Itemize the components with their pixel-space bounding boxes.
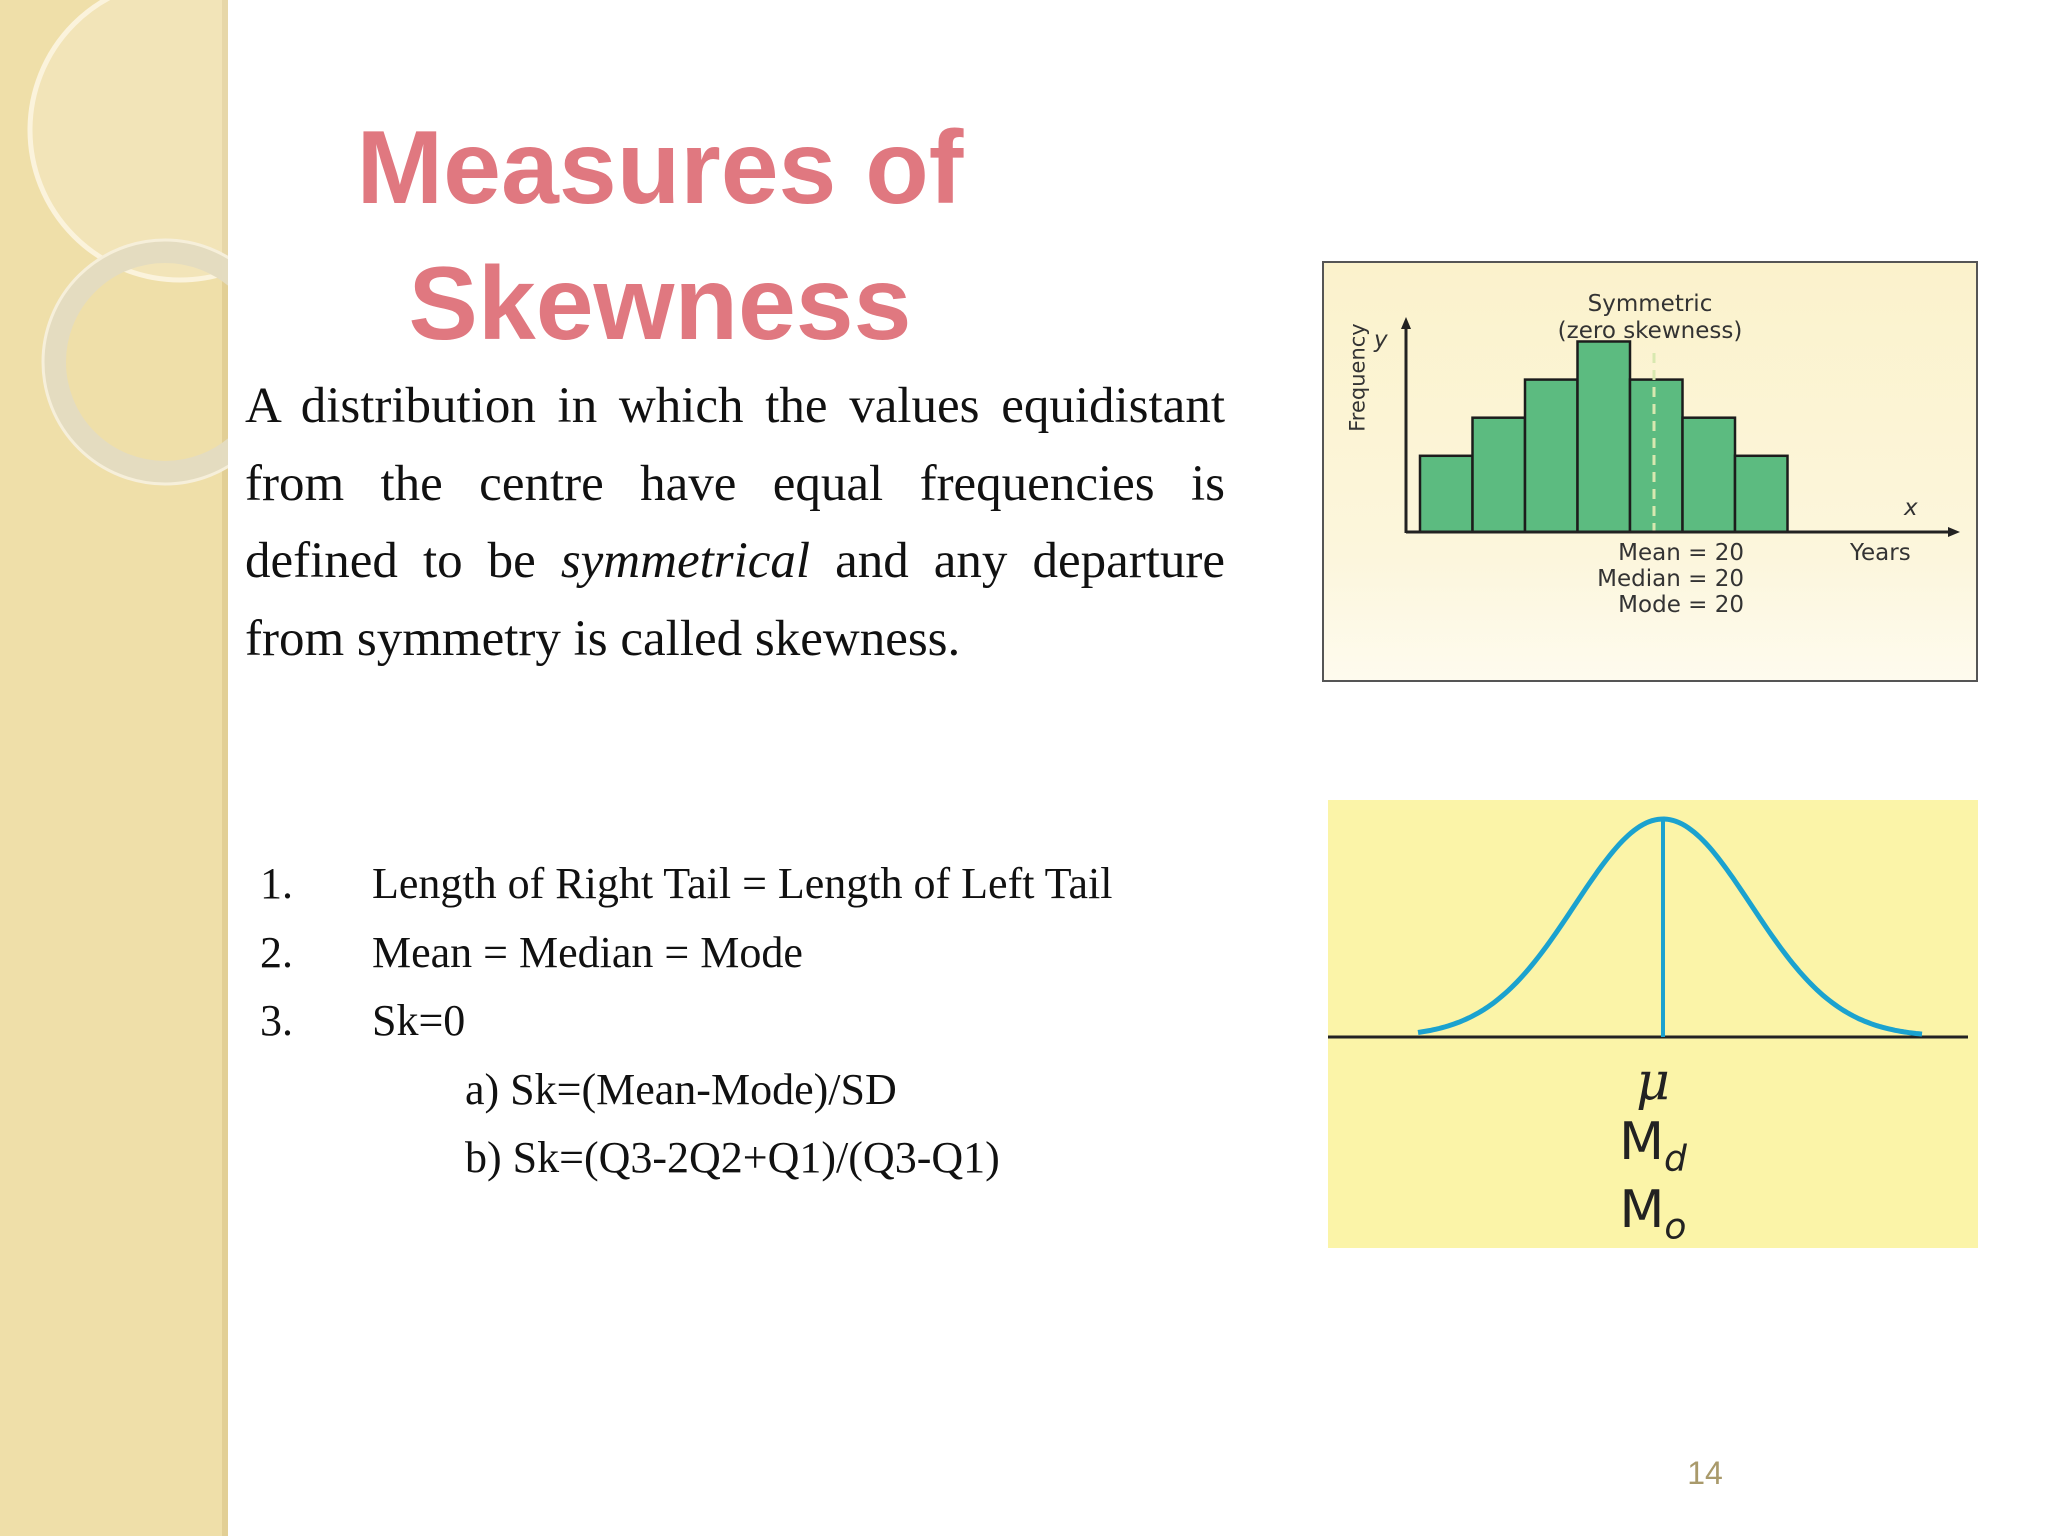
decorative-sidebar <box>0 0 228 1536</box>
definition-text-before: A distribution in which the values equidistant from the centre have equal frequencies is defined to be <box>245 378 1225 589</box>
small-ring <box>55 252 228 472</box>
list-item <box>260 850 1160 919</box>
x-axis-arrow <box>1948 527 1960 537</box>
mode-label: $M_o$ <box>1619 1180 1687 1248</box>
list-item <box>260 987 1160 1056</box>
title-line-1: Measures of <box>356 110 964 226</box>
histogram-subtitle: (zero skewness) <box>1557 318 1743 344</box>
histogram-y-label: Frequency <box>1345 323 1370 432</box>
list-text: Length of Right Tail = Length of Left Tail <box>372 859 1113 908</box>
title-line-2: Skewness <box>408 246 912 362</box>
definition-italic-term: symmetrical <box>560 533 811 589</box>
x-axis-letter: x <box>1904 495 1918 521</box>
histogram-bar <box>1473 418 1526 532</box>
histogram-bar <box>1630 380 1683 532</box>
normal-curve-figure <box>1328 800 1978 1248</box>
histogram-bar <box>1525 380 1578 532</box>
mu-label: μ <box>1636 1052 1670 1112</box>
page-number: 14 <box>1687 1455 1723 1491</box>
list-number: 3. <box>260 996 293 1045</box>
mode-subscript: o <box>1664 1206 1687 1248</box>
definition-text-after: and any departure from symmetry is called skewness. <box>245 533 1225 667</box>
symmetric-histogram-figure <box>1322 261 1978 682</box>
large-ring <box>30 0 228 280</box>
list-number: 2. <box>260 927 293 977</box>
median-label: $M_d$ <box>1619 1112 1687 1180</box>
mode-annotation: Mode = 20 <box>1618 592 1744 618</box>
list-text: Sk=0 <box>372 996 466 1045</box>
definition-paragraph <box>245 368 1225 678</box>
list-text: Mean = Median = Mode <box>372 927 803 977</box>
slide-title <box>300 100 1020 372</box>
histogram-x-label: Years <box>1850 540 1911 566</box>
formula-b: b) Sk=(Q3-2Q2+Q1)/(Q3-Q1) <box>465 1133 1000 1182</box>
mean-annotation: Mean = 20 <box>1618 540 1744 566</box>
histogram-title: Symmetric <box>1587 291 1713 317</box>
median-subscript: d <box>1664 1138 1687 1180</box>
decorative-rings <box>0 0 228 520</box>
histogram-bar <box>1420 456 1473 532</box>
criteria-list <box>260 850 1160 1193</box>
list-item <box>260 919 1160 988</box>
list-number: 1. <box>260 859 293 908</box>
formula-a: a) Sk=(Mean-Mode)/SD <box>465 1064 897 1114</box>
histogram-bar <box>1735 456 1788 532</box>
normal-curve <box>1418 819 1922 1034</box>
histogram-bar <box>1578 341 1631 532</box>
y-axis-letter: y <box>1374 327 1388 353</box>
median-annotation: Median = 20 <box>1597 566 1744 592</box>
histogram-bar <box>1683 418 1736 532</box>
